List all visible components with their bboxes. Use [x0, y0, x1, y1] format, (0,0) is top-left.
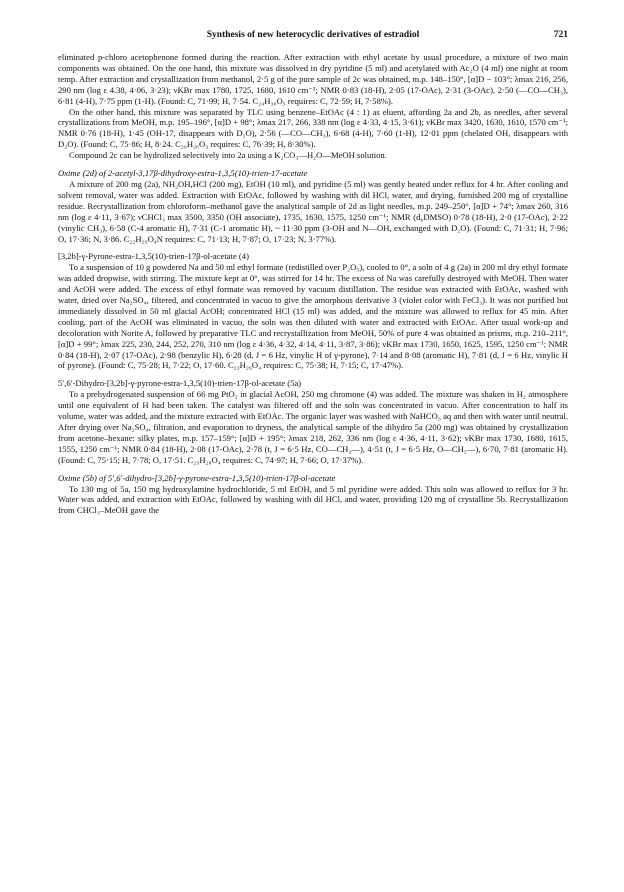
paragraph: On the other hand, this mixture was separated by TLC using benzene–EtOAc (4 : 1) as eluent, affording 2a and 2b, as needles, after several crystallizations from MeOH, m.p. 195–196°, [α]D + 98°; λmax 217, 266, 338 nm (log ε 4·33, 4·15, 3·61); νKBr max 3420, 1630, 1610, 1570 cm⁻¹; NMR 0·76 (18-H), 1·45 (OH-17, disappears with D₂O), 2·56 (—CO—CH₃), 6·68 (4-H), 7·60 (1-H), 12·01 ppm (chelated OH, disappears with D₂O). (Found: C, 75·86; H, 8·24. C₂₀H₂₆O₃ requires: C, 76·39; H, 8·30%).	[58, 106, 568, 150]
section-heading: Oxime (2d) of 2-acetyl-3,17β-dihydroxy-estra-1,3,5(10)-trien-17-acetate	[58, 168, 308, 179]
paragraph: To 130 mg of 5a, 150 mg hydroxylamine hydrochloride, 5 ml EtOH, and 5 ml pyridine were added. This soln was allowed to reflux for 3 hr. Water was added, and extraction with EtOAc, followed by washing with dil HCl, and water, providing 120 mg of crystalline 5b. Recrystallization from CHCl₃–MeOH gave the	[58, 483, 568, 516]
paragraph: eliminated p-chloro acetophenone formed during the reaction. After extraction with ethyl acetate by usual procedure, a mixture of two main components was obtained. On the one hand, this mixture was dissolved in dry pyridine (5 ml) and acetylated with Ac₂O (4 ml) one night at room temp. After extraction and crystallization from methanol, 2·5 g of the pure sample of 2c was obtained, m.p. 148–150°, [α]D − 103°; λmax 216, 256, 290 nm (log ε 4.38, 4·06, 3·23); νKBr max 1780, 1725, 1680, 1610 cm⁻¹; NMR 0·83 (18-H), 2·05 (17-OAc), 2·31 (3-OAc), 2·50 (—CO—CH₃), 6·81 (4-H), 7·75 ppm (1-H). (Found: C, 71·99; H, 7·54. C₂₄H₃₀O₅ requires: C, 72·59; H, 7·58%).	[58, 52, 568, 106]
running-title: Synthesis of new heterocyclic derivatives of estradiol	[206, 30, 420, 40]
paragraph: To a suspension of 10 g powdered Na and 50 ml ethyl formate (redistilled over P₂O₅), cooled to 0°, a soln of 4 g (2a) in 200 ml dry ethyl formate was added dropwise, with stirring. The mixture kept at 0°, was stirred for 14 hr. The excess of Na was carefully destroyed with MeOH. Then water and AcOH were added. The excess of ethyl formate was removed by vacuum distillation. The residue was extracted with EtOAc, washed with water, dried over Na₂SO₄, filtered, and concentrated in vacuo to give the amorphous derivative 3 (violet color with FeCl₃). It was not purified but immediately dissolved in 50 ml glacial AcOH; concentrated HCl (15 ml) was added, and the mixture was allowed to reflux for 45 min. After cooling, part of the AcOH was eliminated in vacuo, the soln was then diluted with water and extracted with EtOAc. After usual work-up and decoloration with Norite A, followed by preparative TLC and recrystallization from MeOH, 50% of pure 4 was obtained as prisms, m.p. 210–211°, [α]D + 99°; λmax 225, 230, 244, 252, 270, 310 nm (log ε 4·36, 4·32, 4·14, 4·11, 3·87, 3·86); νKBr max 1730, 1650, 1625, 1595, 1250 cm⁻¹; NMR 0·84 (18-H), 2·07 (17-OAc), 2·98 (benzylic H), 6·28 (d, J = 6 Hz, vinylic H of γ-pyrone), 7·14 and 8·08 (aromatic H), 7·81 (d, J = 6 Hz, vinylic H of pyrone). (Found: C, 75·28; H, 7·22; O, 17·60. C₂₃H₂₆O₄ requires: C, 75·38; H, 7·15; C, 17·47%).	[58, 262, 568, 371]
paragraph: To a prehydrogenated suspension of 66 mg PtO₂ in glacial AcOH, 250 mg chromone (4) was added. The mixture was shaken in H₂ atmosphere until one equivalent of H had been taken. The catalyst was filtered off and the soln was concentrated in vacuo. After concentration to half its volume, water was added, and the mixture extracted with EtOAc. The organic layer was washed with NaHCO₃ aq and then with water until neutral. After drying over Na₂SO₄, filtration, and evaporation to dryness, the analytical sample of the dihydro 5a (200 mg) was obtained by crystallization from acetone–hexane: silky plates, m.p. 157–159°; [α]D + 195°; λmax 218, 262, 336 nm (log ε 4·36, 4·11, 3·62); νKBr max 1730, 1680, 1615, 1555, 1250 cm⁻¹; NMR 0·84 (18-H), 2·08 (17-OAc), 2·78 (t, J = 6·5 Hz, CO—CH₂—), 4·51 (t, J = 6·5 Hz, O—CH₂—), 6·70, 7·81 (aromatic H). (Found: C, 75·15; H, 7·78; O, 17·51. C₂₃H₂₈O₄ requires: C, 74·97; H, 7·66; O, 17·37%).	[58, 389, 568, 465]
section-heading: 5′,6′-Dihydro-[3,2b]-γ-pyrone-estra-1,3,5(10)-trien-17β-ol-acetate (5a)	[58, 378, 302, 389]
paragraph: A mixture of 200 mg (2a), NH₂OH,HCl (200 mg), EtOH (10 ml), and pyridine (5 ml) was gently heated under reflux for 4 hr. After cooling and solvent removal, water was added. Extraction with EtOAc, followed by washing with dil HCl, water, and drying, furnished 200 mg of crystalline residue. Recrystallization from chloroform–methanol gave the analytical sample of 2d as light needles, m.p. 249–250°, [α]D + 74°; λmax 260, 316 nm (log ε 4·11, 3·67); νCHCl₃ max 3500, 3350 (OH associate), 1735, 1630, 1575, 1250 cm⁻¹; NMR (d₆DMSO) 0·78 (18-H), 2·0 (17-OAc), 2·22 (vinylic CH₃), 6·58 (C-4 aromatic H), 7·31 (C-1 aromatic H), ~ 11·30 ppm (3-OH and N—OH, exchanged with D₂O). (Found: C, 71·31; H, 7·96; O, 17·36; N, 3·86. C₂₂H₂₉O₄N requires: C, 71·13; H, 7·87; O, 17·23; N, 3·77%).	[58, 178, 568, 244]
paragraph: Compound 2c can be hydrolized selectively into 2a using a K₂CO₃—H₂O—MeOH solution.	[69, 150, 387, 161]
page-number: 721	[553, 30, 568, 40]
section-heading: [3,2b]-γ-Pyrone-estra-1,3,5(10)-trien-17β-ol-acetate (4)	[58, 251, 249, 262]
page-header	[58, 30, 568, 44]
section-heading: Oxime (5b) of 5′,6′-dihydro-[3,2b]-γ-pyrone-estra-1,3,5(10)-trien-17β-ol-acetate	[58, 472, 336, 483]
article-body	[58, 52, 568, 516]
